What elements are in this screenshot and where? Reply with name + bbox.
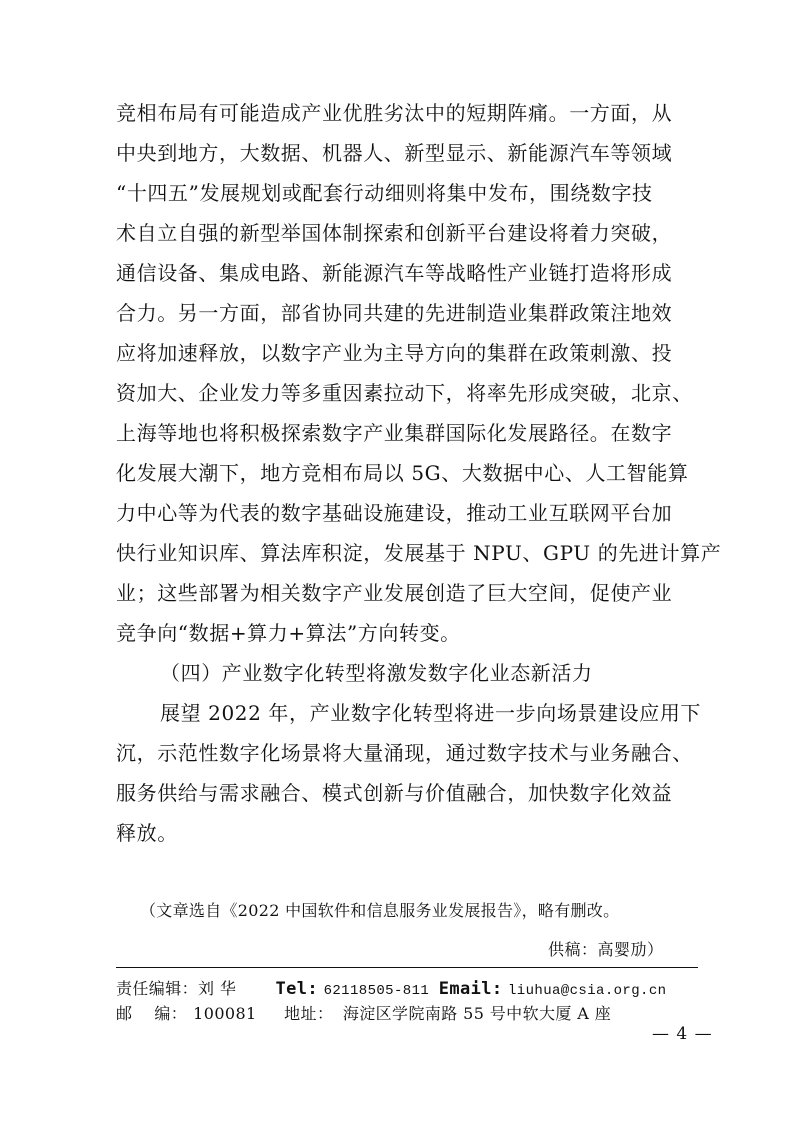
body-line: 力中心等为代表的数字基础设施建设，推动工业互联网平台加	[116, 501, 673, 525]
footer-contact-line	[116, 976, 666, 999]
page-number: — 4 —	[652, 1024, 713, 1044]
body-line: 服务供给与需求融合、模式创新与价值融合，加快数字化效益	[116, 781, 673, 805]
postcode-label: 邮 编：	[116, 1004, 188, 1023]
body-line: 合力。另一方面，部省协同共建的先进制造业集群政策注地效	[116, 301, 673, 325]
body-line: 上海等地也将积极探索数字产业集群国际化发展路径。在数字	[116, 421, 673, 445]
footer-divider	[116, 967, 698, 968]
paragraph-industrial-digitalization	[116, 693, 702, 853]
postcode-value: 100081	[193, 1004, 257, 1023]
email-link[interactable]: liuhua@csia.org.cn	[508, 983, 667, 999]
contributor-credit: 供稿：高婴劢）	[548, 940, 664, 959]
body-line: 应将加速释放，以数字产业为主导方向的集群在政策刺激、投	[116, 341, 673, 365]
body-line: 沉，示范性数字化场景将大量涌现，通过数字技术与业务融合、	[116, 741, 693, 765]
footer-address-line	[116, 1001, 611, 1024]
section-heading	[116, 653, 696, 693]
body-line: 业；这些部署为相关数字产业发展创造了巨大空间，促使产业	[116, 581, 673, 605]
body-line: “十四五”发展规划或配套行动细则将集中发布，围绕数字技	[116, 181, 653, 205]
body-line: 竞相布局有可能造成产业优胜劣汰中的短期阵痛。一方面，从	[116, 101, 673, 125]
body-line: 化发展大潮下，地方竞相布局以 5G、大数据中心、人工智能算	[116, 461, 689, 485]
address-value: 海淀区学院南路 55 号中软大厦 A 座	[342, 1004, 612, 1023]
paragraph-digital-industry	[116, 93, 722, 653]
editor-name: 刘 华	[198, 979, 237, 998]
article-body	[116, 93, 722, 853]
address-label: 地址：	[284, 1004, 334, 1023]
body-line: 通信设备、集成电路、新能源汽车等战略性产业链打造将形成	[116, 261, 673, 285]
source-note: （文章选自《2022 中国软件和信息服务业发展报告》，略有删改。	[140, 901, 620, 920]
editor-label: 责任编辑：	[116, 979, 199, 998]
email-label: Email:	[438, 979, 503, 999]
body-line: 释放。	[116, 821, 178, 845]
body-line: 快行业知识库、算法库积淀，发展基于 NPU、GPU 的先进计算产	[116, 541, 722, 565]
tel-value: 62118505-811	[323, 983, 430, 999]
body-line: 中央到地方，大数据、机器人、新型显示、新能源汽车等领域	[116, 141, 673, 165]
body-line: 展望 2022 年，产业数字化转型将进一步向场景建设应用下	[160, 701, 702, 725]
body-line: 资加大、企业发力等多重因素拉动下，将率先形成突破，北京、	[116, 381, 693, 405]
body-line: 竞争向“数据+算力+算法”方向转变。	[116, 621, 461, 645]
section-heading-text: （四）产业数字化转型将激发数字化业态新活力	[160, 661, 593, 685]
body-line: 术自立自强的新型举国体制探索和创新平台建设将着力突破，	[116, 221, 673, 245]
tel-label: Tel:	[275, 979, 319, 999]
